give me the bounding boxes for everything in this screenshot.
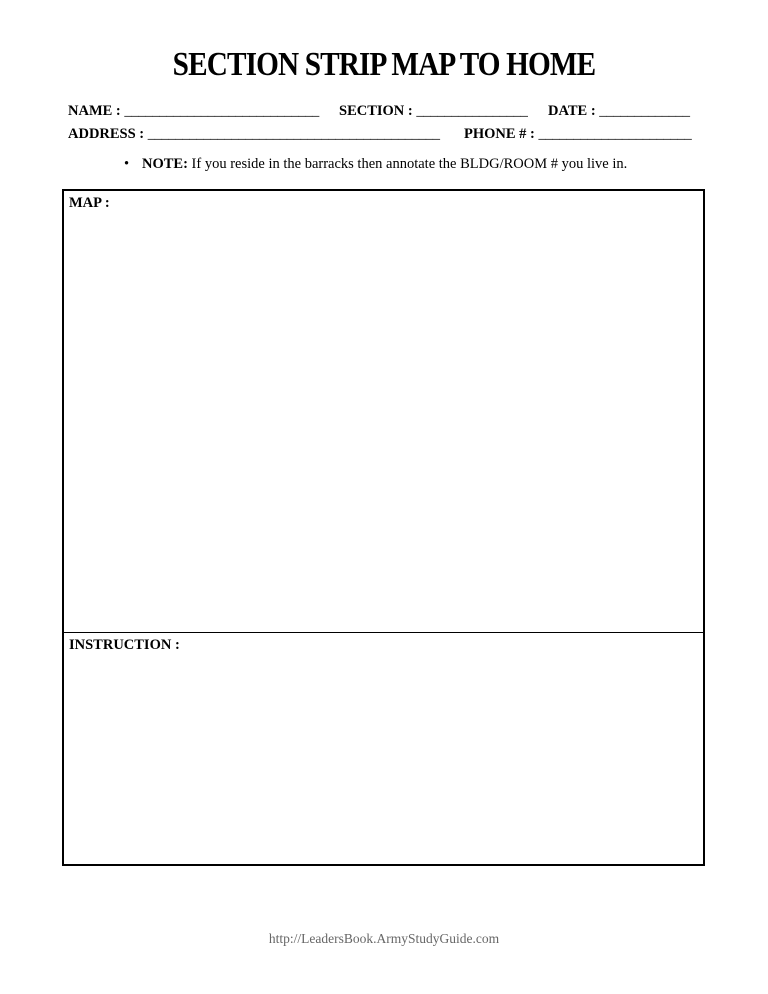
phone-blank[interactable]: ______________________: [538, 126, 692, 142]
note-text: If you reside in the barracks then annotate the BLDG/ROOM # you live in.: [187, 156, 628, 172]
name-field[interactable]: [68, 103, 319, 120]
date-field[interactable]: [548, 103, 690, 120]
page-title: SECTION STRIP MAP TO HOME: [172, 46, 596, 83]
address-field[interactable]: [68, 126, 440, 143]
section-field[interactable]: [339, 103, 528, 120]
date-blank[interactable]: _____________: [599, 103, 690, 119]
map-label: MAP :: [69, 195, 110, 211]
footer-url: http://LeadersBook.ArmyStudyGuide.com: [268, 931, 500, 946]
date-label: DATE :: [548, 103, 596, 119]
instruction-box[interactable]: [62, 632, 705, 866]
section-label: SECTION :: [339, 103, 413, 119]
address-label: ADDRESS :: [68, 126, 145, 142]
section-blank[interactable]: ________________: [416, 103, 528, 119]
instruction-label: INSTRUCTION :: [69, 637, 180, 653]
note-label: NOTE:: [142, 156, 188, 172]
phone-label: PHONE # :: [464, 126, 535, 142]
address-blank[interactable]: __________________________________________: [147, 126, 440, 142]
bullet-icon: •: [124, 156, 130, 172]
phone-field[interactable]: [464, 126, 691, 143]
map-box[interactable]: [62, 189, 705, 633]
name-label: NAME :: [68, 103, 121, 119]
note-line: [124, 156, 627, 173]
name-blank[interactable]: ____________________________: [124, 103, 319, 119]
